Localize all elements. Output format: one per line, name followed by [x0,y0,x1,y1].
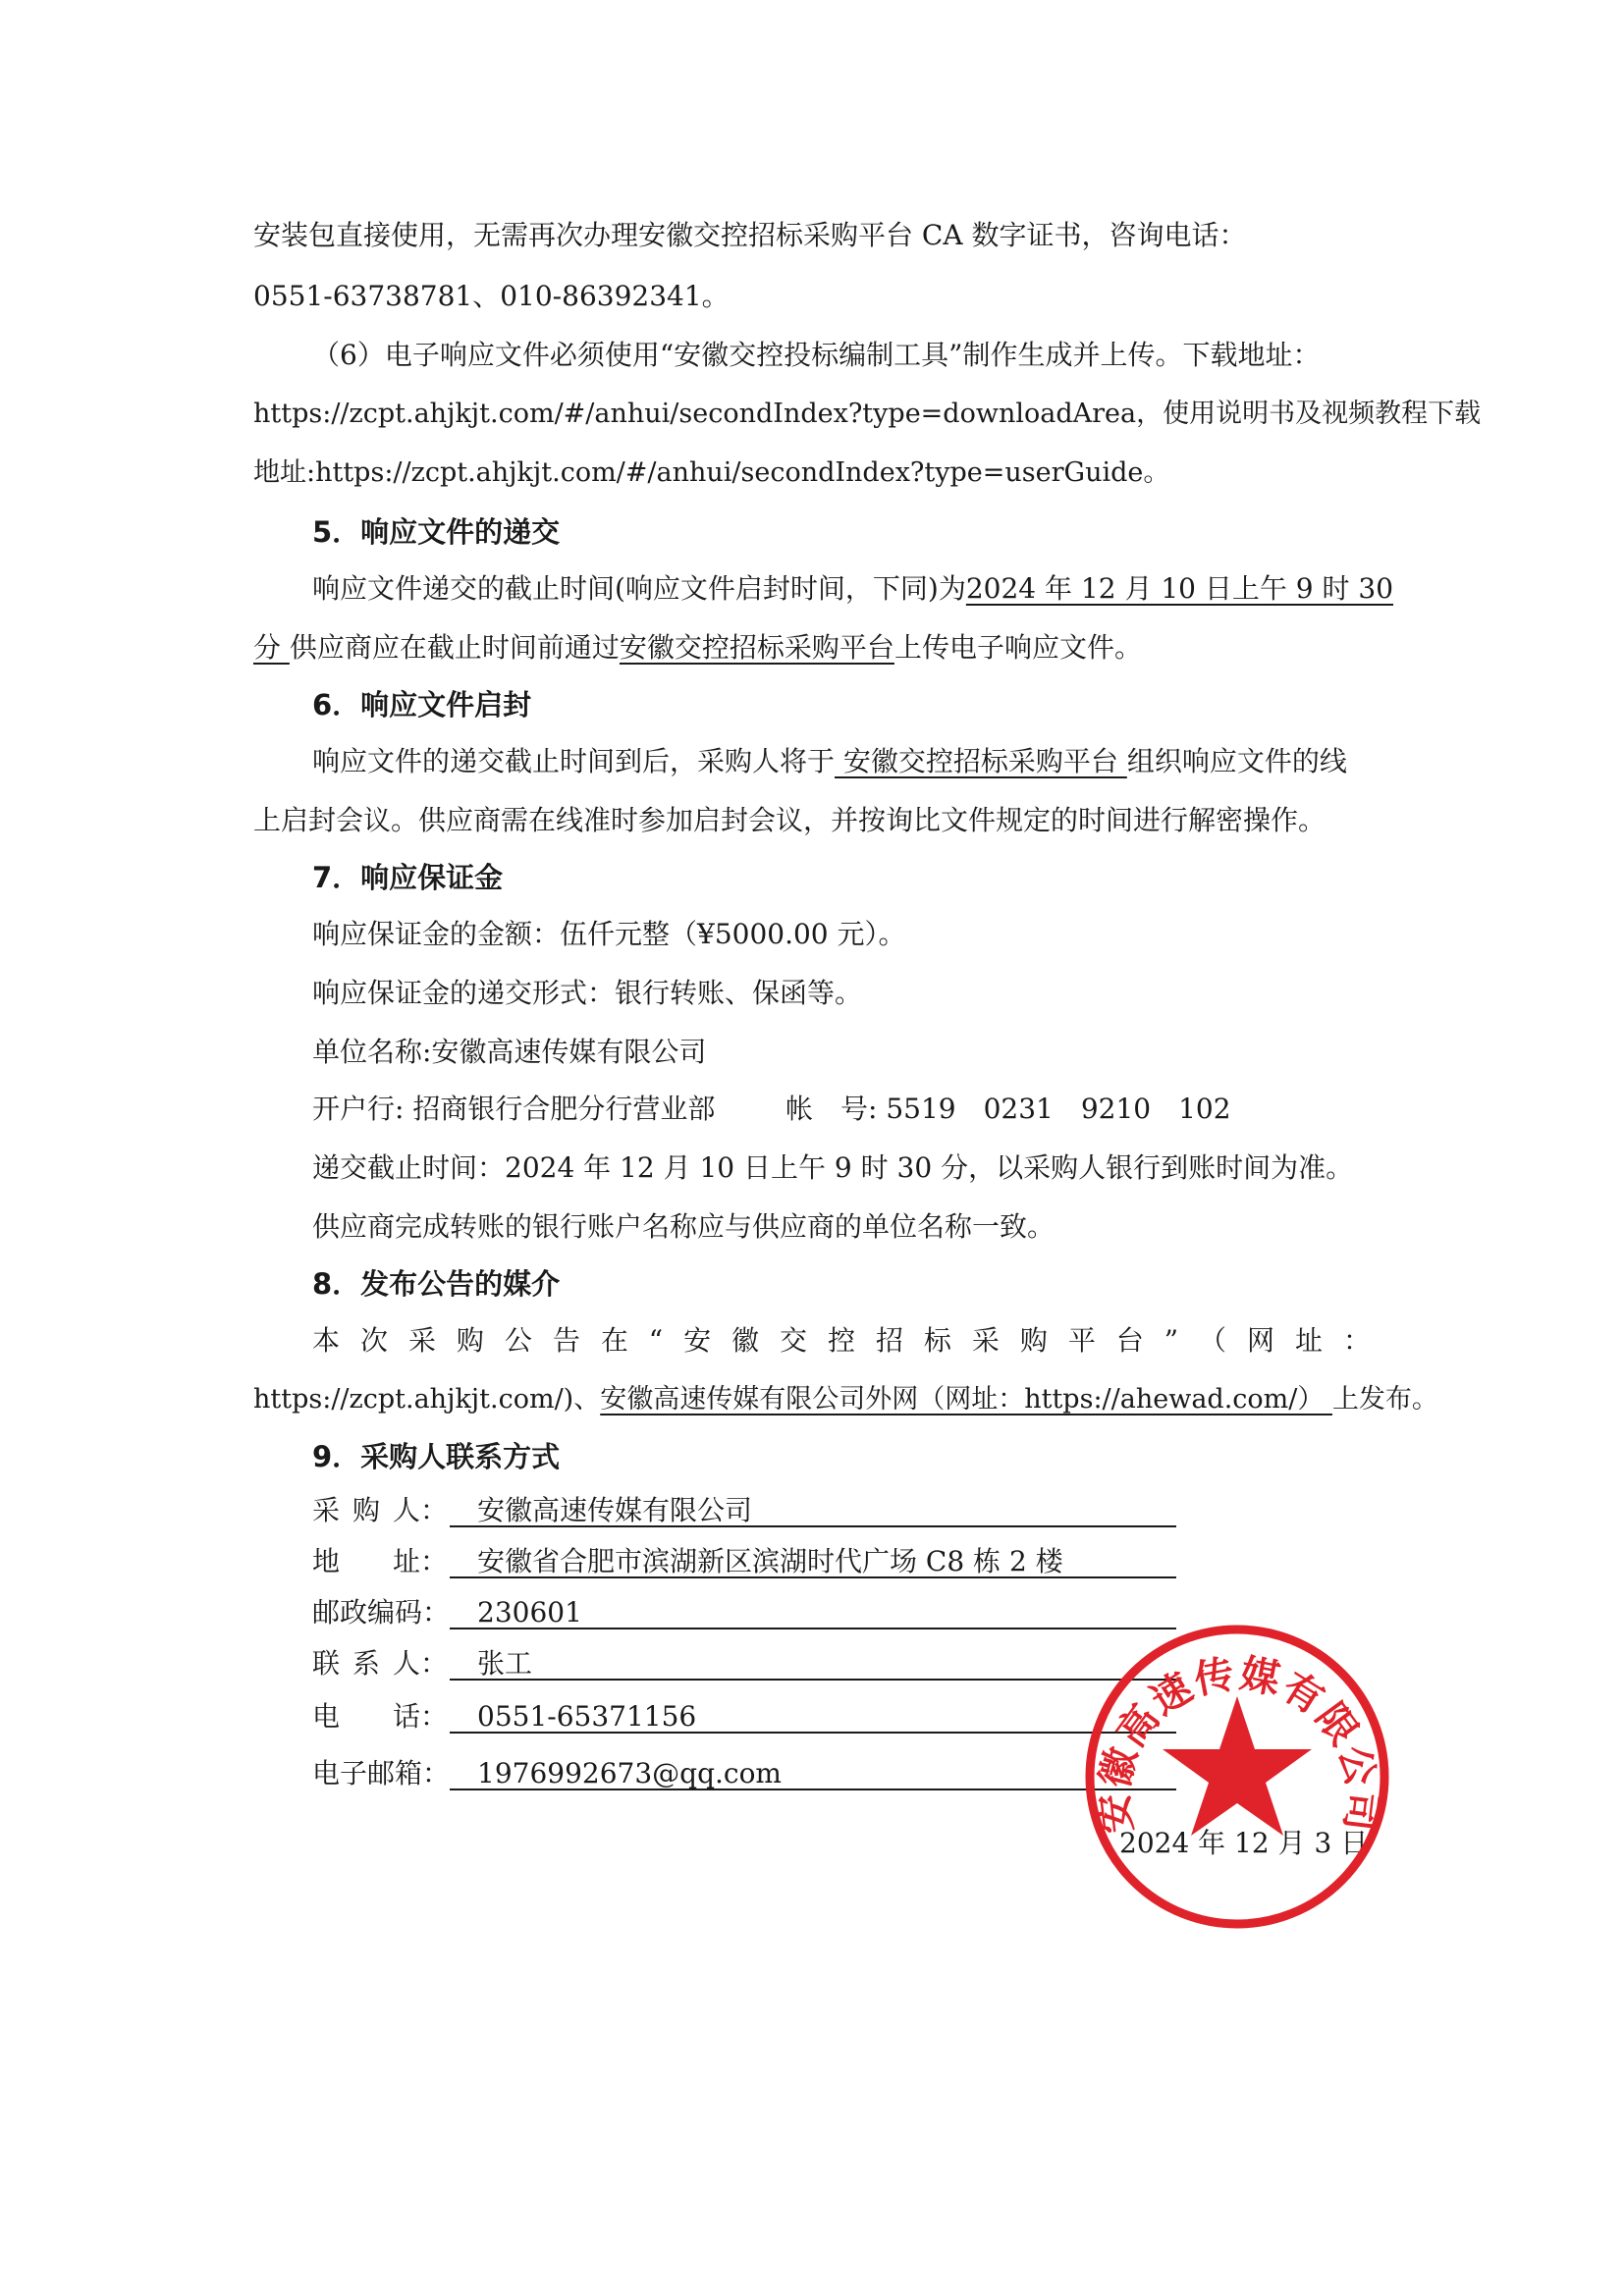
contact-value: 230601 [450,1592,1176,1629]
deposit-form: 响应保证金的递交形式：银行转账、保函等。 [312,977,863,1009]
para-tool-line3: 地址:https://zcpt.ahjkjt.com/#/anhui/secondIndex?type=userGuide。 [253,457,1170,488]
section-8-heading: 8．发布公告的媒介 [312,1267,561,1301]
spaced-char: 在 [600,1324,628,1357]
contact-label-char: 采 [312,1494,341,1526]
spaced-char: ： [1342,1324,1371,1357]
contact-value: 安徽省合肥市滨湖新区滨湖时代广场 C8 栋 2 楼 [450,1541,1176,1578]
spaced-char: 标 [923,1324,951,1357]
company-seal-icon [1080,1620,1394,1934]
para-tool-line1: （6）电子响应文件必须使用“安徽交控投标编制工具”制作生成并上传。下载地址： [312,339,1321,371]
spaced-char: 徽 [731,1324,760,1357]
spaced-char: 购 [456,1324,484,1357]
spaced-char: （ [1199,1324,1227,1357]
deposit-unit-name: 单位名称:安徽高速传媒有限公司 [312,1036,707,1068]
contact-label-char: 联 [312,1647,341,1680]
section-6-line1-end: 组织响应文件的线 [1126,745,1347,777]
section-6-platform: 安徽交控招标采购平台 [835,745,1127,777]
spaced-char: 采 [407,1324,436,1357]
contact-label [312,1541,448,1582]
spaced-char: 次 [359,1324,388,1357]
section-6-line1-text: 响应文件的递交截止时间到后，采购人将于 [312,745,836,777]
contact-label-char: 人： [392,1647,448,1680]
spaced-char: 安 [683,1324,712,1357]
section-5-line1 [312,569,1393,609]
section-5-line2-text: 供应商应在截止时间前通过 [289,631,620,664]
section-5-deadline: 2024 年 12 月 10 日上午 9 时 30 [965,572,1394,605]
deposit-deadline: 递交截止时间：2024 年 12 月 10 日上午 9 时 30 分，以采购人银行到账时间为准。 [312,1151,1354,1184]
section-5-platform: 安徽交控招标采购平台 [619,631,894,664]
spaced-char: 本 [312,1324,341,1357]
section-5-line1-text: 响应文件递交的截止时间(响应文件启封时间，下同)为 [312,572,966,605]
spaced-char: 平 [1067,1324,1096,1357]
spaced-char: 招 [875,1324,903,1357]
spaced-char: “ [648,1324,664,1357]
section-5-deadline-cont: 分 [253,631,290,664]
spaced-char: 交 [780,1324,808,1357]
contact-label-char: 地 [312,1545,341,1577]
contact-label-char: 电子邮箱： [312,1757,451,1789]
contact-label-char: 邮政编码： [312,1596,451,1629]
spaced-char: ” [1164,1324,1179,1357]
para-tool-line2: https://zcpt.ahjkjt.com/#/anhui/secondIndex?type=downloadArea，使用说明书及视频教程下载 [253,399,1482,429]
contact-value: 张工 [450,1643,1176,1681]
spaced-char: 网 [1247,1324,1275,1357]
section-8-website: 安徽高速传媒有限公司外网（网址：https://ahewad.com/） [600,1384,1332,1415]
spaced-char: 址 [1294,1324,1323,1357]
section-6-heading: 6．响应文件启封 [312,688,532,721]
contact-value: 安徽高速传媒有限公司 [450,1490,1176,1527]
section-5-heading: 5．响应文件的递交 [312,515,561,549]
spaced-char: 公 [504,1324,532,1357]
spaced-char: 台 [1115,1324,1144,1357]
spaced-char: 采 [971,1324,1000,1357]
contact-label [312,1490,448,1531]
spaced-char: 告 [552,1324,580,1357]
deposit-bank: 开户行: 招商银行合肥分行营业部 [312,1093,716,1125]
contact-label-char: 人： [392,1494,448,1526]
contact-label-char: 系 [352,1647,380,1680]
spaced-char: 控 [827,1324,855,1357]
contact-label [312,1696,448,1737]
section-8-line2 [253,1380,1438,1419]
section-9-heading: 9．采购人联系方式 [312,1440,561,1473]
contact-label-char: 址： [392,1545,448,1577]
section-6-line2: 上启封会议。供应商需在线准时参加启封会议，并按询比文件规定的时间进行解密操作。 [253,804,1326,836]
spaced-char: 购 [1019,1324,1048,1357]
deposit-amount: 响应保证金的金额：伍仟元整（¥5000.00 元）。 [312,918,906,950]
section-8-url: https://zcpt.ahjkjt.com/)、 [253,1384,601,1415]
section-5-line2-end: 上传电子响应文件。 [893,631,1142,664]
contact-label [312,1753,451,1794]
para-ca-line1: 安装包直接使用，无需再次办理安徽交控招标采购平台 CA 数字证书，咨询电话： [253,219,1247,251]
contact-label-char: 电 [312,1700,341,1733]
para-ca-line2: 0551-63738781、010-86392341。 [253,280,730,312]
deposit-note: 供应商完成转账的银行账户名称应与供应商的单位名称一致。 [312,1210,1056,1243]
contact-label [312,1643,448,1684]
contact-label-char: 购 [352,1494,380,1526]
contact-label-char: 话： [392,1700,448,1733]
svg-text:安徽高速传媒有限公司: 安徽高速传媒有限公司 [1091,1651,1385,1836]
section-8-end: 上发布。 [1331,1384,1438,1415]
section-6-line1 [312,742,1347,781]
document-date: 2024 年 12 月 3 日 [1119,1827,1369,1859]
contact-value: 1976992673@qq.com [450,1753,1176,1790]
contact-label [312,1592,451,1633]
section-8-line1 [312,1321,1371,1361]
section-7-heading: 7．响应保证金 [312,861,504,894]
deposit-account: 帐 号: 5519 0231 9210 102 [785,1093,1231,1125]
contact-value: 0551-65371156 [450,1696,1176,1734]
section-5-line2 [253,628,1142,667]
